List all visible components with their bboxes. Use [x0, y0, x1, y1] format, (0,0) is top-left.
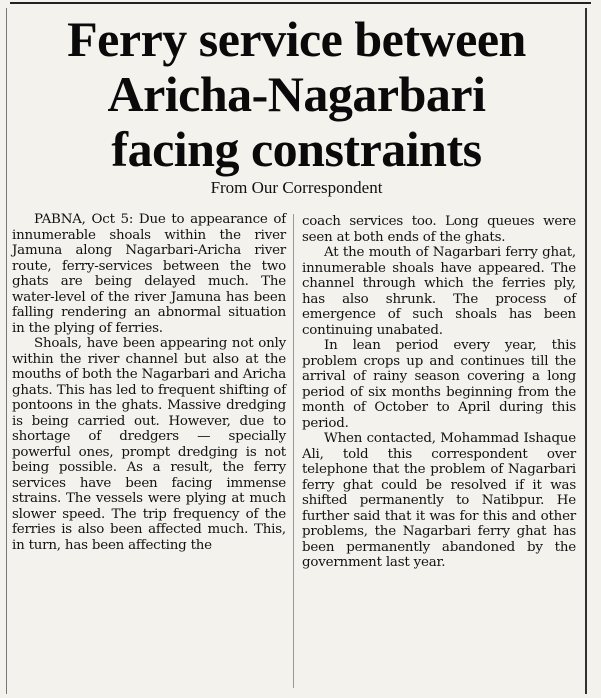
paragraph-2: Shoals, have been appearing not only within the river channel but also at the mouths of both the Nagarbari and Aricha ghats. This has led to frequent shifting of pontoons in the ghats. Massive dredging is being carried out. However, due to shortage of dredgers — specially powerful ones, prompt dredging is not being possible. As a result, the ferry services have been facing immense strains. The vessels were plying at much slower speed. The trip frequency of the ferries is also been affected much. This, in turn, has been affecting the	[12, 336, 286, 553]
paragraph-5: When contacted, Mohammad Ishaque Ali, told this correspondent over telephone that the problem of Nagarbari ferry ghat could be resolved if it was shifted permanently to Natibpur. He further said that it was for this and other problems, the Nagarbari ferry ghat has been permanently abandoned by the government last year.	[302, 431, 576, 570]
paragraph-3: At the mouth of Nagarbari ferry ghat, innumerable shoals have appeared. The channel through which the ferries ply, has also shrunk. The process of emergence of such shoals has been continuing unabated.	[302, 245, 576, 338]
headline-line-3: facing constraints	[111, 121, 482, 177]
paragraph-1-text: Due to appearance of innumerable shoals within the river Jamuna along Nagarbari-Aricha river route, ferry-services between the two ghats are being delayed much. The water-level of the river Jamuna has been falling rendering an abnormal situation in the plying of ferries.	[12, 212, 286, 336]
dateline: PABNA, Oct 5:	[34, 212, 134, 227]
headline-line-2: Aricha-Nagarbari	[107, 66, 486, 122]
paragraph-4: In lean period every year, this problem crops up and continues till the arrival of rainy season covering a long period of six months beginning from the month of October to April during this period.	[302, 338, 576, 431]
byline: From Our Correspondent	[210, 178, 383, 197]
article-column-left	[12, 212, 286, 553]
headline	[12, 12, 581, 177]
column-divider	[293, 214, 294, 688]
right-border	[585, 8, 587, 694]
headline-line-1: Ferry service between	[67, 11, 526, 67]
left-border	[6, 8, 7, 694]
top-rule	[10, 2, 591, 4]
paragraph-1	[12, 212, 286, 336]
paragraph-continued: coach services too. Long queues were seen at both ends of the ghats.	[302, 214, 576, 245]
article-column-right	[302, 214, 576, 571]
